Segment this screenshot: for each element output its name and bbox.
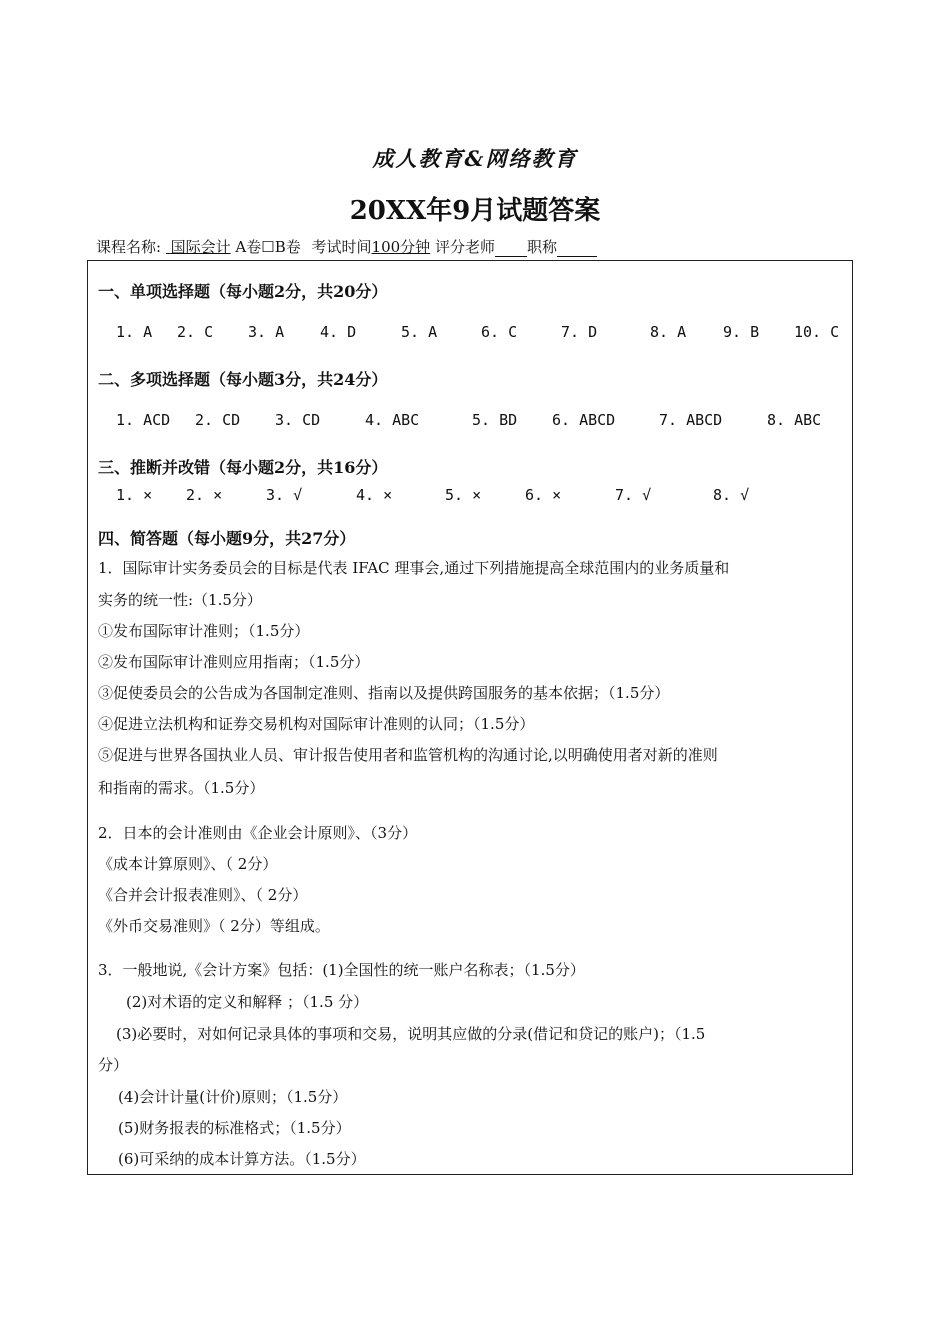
answer-item: 2. ×	[186, 486, 223, 504]
section1-heading: 一、单项选择题（每小题2分，共20分）	[98, 282, 388, 301]
q1-line: ①发布国际审计准则；（1.5分）	[98, 622, 310, 640]
course-info	[96, 236, 597, 257]
q3-line: (5)财务报表的标准格式；（1.5分）	[118, 1119, 351, 1137]
answer-item: 6. ABCD	[552, 411, 616, 429]
answer-item: 8. ABC	[767, 411, 822, 429]
q3-line: (2)对术语的定义和解释 ；（1.5 分）	[126, 993, 369, 1011]
q2-line: 2．日本的会计准则由《企业会计原则》、（3分）	[98, 824, 418, 842]
q1-line: ②发布国际审计准则应用指南；（1.5分）	[98, 653, 370, 671]
section2-heading: 二、多项选择题（每小题3分，共24分）	[98, 370, 388, 389]
section2-answers	[88, 411, 854, 433]
answer-item: 10. C	[794, 323, 840, 341]
answer-item: 2. C	[177, 323, 214, 341]
answer-item: 2. CD	[195, 411, 241, 429]
section3-heading: 三、推断并改错（每小题2分，共16分）	[98, 458, 388, 477]
answer-item: 6. ×	[525, 486, 562, 504]
answer-item: 5. A	[401, 323, 438, 341]
q1-line: 和指南的需求。（1.5分）	[98, 779, 265, 797]
title-label: 职称	[526, 238, 557, 256]
title-blank	[557, 241, 597, 257]
answer-item: 1. ACD	[116, 411, 171, 429]
q1-line: 实务的统一性:（1.5分）	[98, 591, 262, 609]
answer-item: 7. ABCD	[659, 411, 723, 429]
answer-box	[87, 260, 853, 1175]
answer-item: 7. D	[561, 323, 598, 341]
q2-line: 《外币交易准则》（ 2分）等组成。	[98, 917, 330, 935]
q1-line: ④促进立法机构和证券交易机构对国际审计准则的认同；（1.5分）	[98, 715, 535, 733]
section3-answers	[88, 486, 854, 508]
q1-line: ⑤促进与世界各国执业人员、审计报告使用者和监管机构的沟通讨论,以明确使用者对新的准则	[98, 746, 718, 764]
q2-line: 《成本计算原则》、（ 2分）	[98, 855, 278, 873]
answer-item: 8. √	[713, 486, 750, 504]
answer-item: 1. A	[116, 323, 153, 341]
course-name: 国际会计	[170, 238, 231, 256]
q3-line: (4)会计计量(计价)原则；（1.5分）	[118, 1088, 348, 1106]
q3-line: (6)可采纳的成本计算方法。（1.5分）	[118, 1150, 366, 1168]
grader-label: 评分老师	[434, 238, 495, 256]
grader-blank	[495, 241, 527, 257]
answer-item: 6. C	[481, 323, 518, 341]
q1-line: 1．国际审计实务委员会的目标是代表 IFAC 理事会,通过下列措施提高全球范围内的业务质量和	[98, 559, 730, 577]
answer-item: 4. ABC	[365, 411, 420, 429]
section1-answers	[88, 323, 854, 345]
answer-item: 5. BD	[472, 411, 518, 429]
answer-item: 4. ×	[356, 486, 393, 504]
page-title: 20XX年9月试题答案	[349, 196, 601, 226]
q2-line: 《合并会计报表准则》、（ 2分）	[98, 886, 308, 904]
answer-item: 4. D	[320, 323, 357, 341]
time-value: 100分钟	[371, 238, 431, 256]
answer-item: 8. A	[650, 323, 687, 341]
answer-item: 3. CD	[275, 411, 321, 429]
course-label: 课程名称:	[96, 238, 162, 256]
answer-item: 1. ×	[116, 486, 153, 504]
answer-item: 9. B	[723, 323, 760, 341]
q3-line: (3)必要时，对如何记录具体的事项和交易，说明其应做的分录(借记和贷记的账户)；（1.5	[116, 1025, 706, 1043]
time-label: 考试时间	[311, 238, 372, 256]
paper-type: A卷☐B卷	[235, 238, 301, 256]
section4-heading: 四、简答题（每小题9分，共27分）	[98, 529, 356, 548]
answer-item: 3. A	[248, 323, 285, 341]
answer-item: 5. ×	[445, 486, 482, 504]
answer-item: 3. √	[266, 486, 303, 504]
q3-line: 3．一般地说,《会计方案》包括：(1)全国性的统一账户名称表；（1.5分）	[98, 961, 585, 979]
org-header: 成人教育&网络教育	[372, 146, 578, 171]
q3-line: 分）	[98, 1056, 129, 1074]
q1-line: ③促使委员会的公告成为各国制定准则、指南以及提供跨国服务的基本依据；（1.5分）	[98, 684, 670, 702]
answer-item: 7. √	[615, 486, 652, 504]
